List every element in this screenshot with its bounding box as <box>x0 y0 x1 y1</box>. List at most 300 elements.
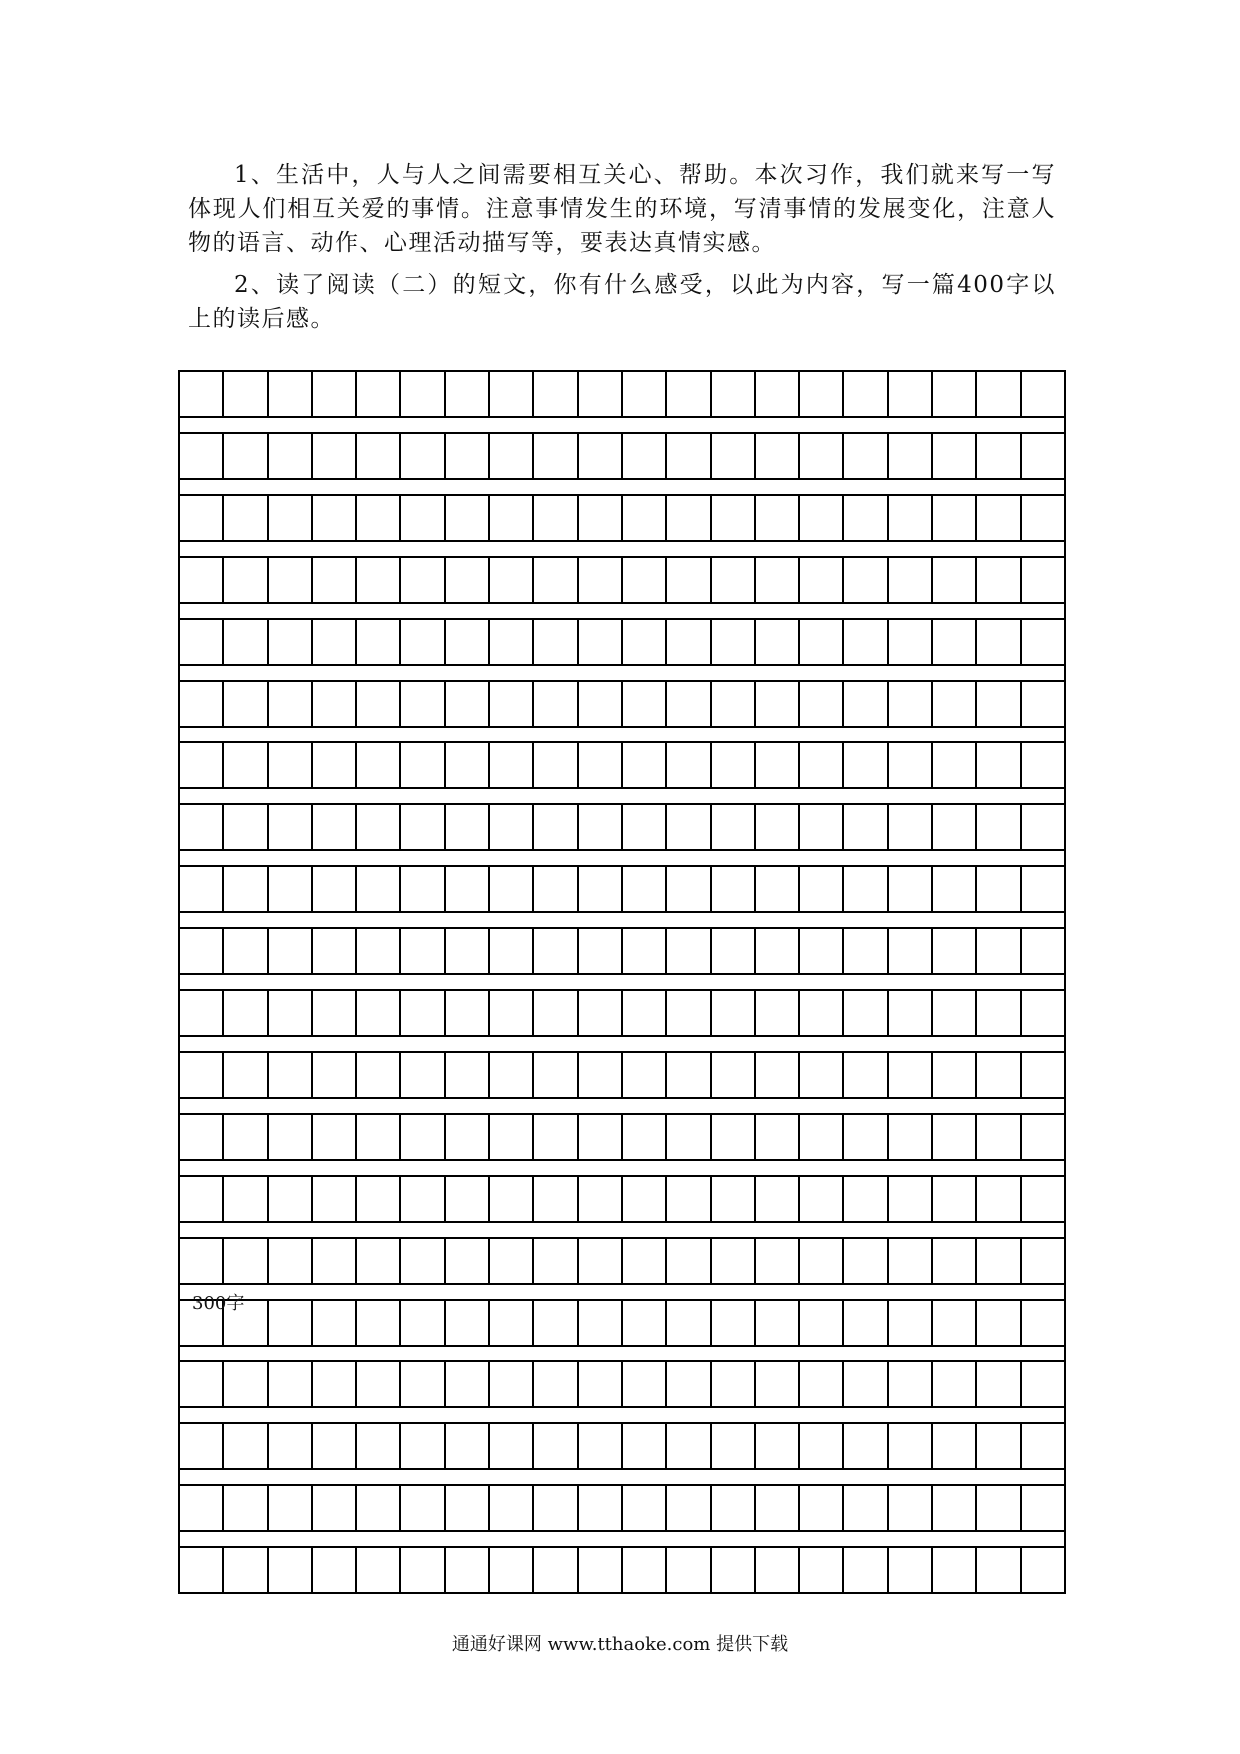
grid-cell[interactable] <box>712 1301 756 1345</box>
grid-cell[interactable] <box>224 1362 268 1406</box>
grid-cell[interactable] <box>800 682 844 726</box>
grid-cell[interactable] <box>712 1424 756 1468</box>
grid-cell[interactable] <box>313 991 357 1035</box>
grid-cell[interactable] <box>579 620 623 664</box>
grid-cell[interactable] <box>313 496 357 540</box>
grid-cell[interactable] <box>313 1362 357 1406</box>
grid-cell[interactable] <box>224 372 268 416</box>
grid-cell[interactable] <box>756 558 800 602</box>
grid-cell[interactable] <box>1022 1177 1064 1221</box>
grid-cell[interactable] <box>446 1115 490 1159</box>
grid-cell[interactable] <box>446 929 490 973</box>
grid-cell[interactable] <box>800 1301 844 1345</box>
grid-cell[interactable] <box>579 434 623 478</box>
grid-cell[interactable] <box>357 372 401 416</box>
grid-cell[interactable] <box>313 620 357 664</box>
grid-cell[interactable] <box>313 1115 357 1159</box>
grid-cell[interactable] <box>756 620 800 664</box>
grid-cell[interactable] <box>579 1053 623 1097</box>
grid-cell[interactable] <box>490 1177 534 1221</box>
grid-cell[interactable] <box>579 1115 623 1159</box>
grid-cell[interactable] <box>756 1301 800 1345</box>
grid-cell[interactable] <box>844 434 888 478</box>
grid-cell[interactable] <box>977 1115 1021 1159</box>
grid-cell[interactable] <box>313 1486 357 1530</box>
grid-cell[interactable] <box>1022 1424 1064 1468</box>
grid-cell[interactable] <box>977 991 1021 1035</box>
grid-cell[interactable] <box>977 434 1021 478</box>
grid-cell[interactable] <box>534 867 578 911</box>
grid-cell[interactable] <box>712 867 756 911</box>
grid-cell[interactable] <box>933 805 977 849</box>
grid-cell[interactable] <box>933 1053 977 1097</box>
grid-cell[interactable] <box>313 743 357 787</box>
grid-cell[interactable] <box>889 1486 933 1530</box>
grid-cell[interactable] <box>446 620 490 664</box>
grid-cell[interactable] <box>712 1486 756 1530</box>
grid-cell[interactable] <box>933 1239 977 1283</box>
grid-cell[interactable] <box>269 867 313 911</box>
grid-cell[interactable] <box>1022 1362 1064 1406</box>
grid-cell[interactable] <box>490 991 534 1035</box>
grid-cell[interactable] <box>446 1177 490 1221</box>
grid-cell[interactable] <box>357 1115 401 1159</box>
grid-cell[interactable] <box>534 1053 578 1097</box>
grid-cell[interactable] <box>579 1362 623 1406</box>
grid-cell[interactable] <box>534 1177 578 1221</box>
grid-cell[interactable] <box>446 558 490 602</box>
grid-cell[interactable] <box>490 558 534 602</box>
grid-cell[interactable] <box>180 1239 224 1283</box>
grid-cell[interactable] <box>623 1486 667 1530</box>
grid-cell[interactable] <box>313 1424 357 1468</box>
grid-cell[interactable] <box>800 743 844 787</box>
grid-cell[interactable] <box>224 805 268 849</box>
grid-cell[interactable] <box>623 805 667 849</box>
grid-cell[interactable] <box>933 1115 977 1159</box>
grid-cell[interactable] <box>224 682 268 726</box>
grid-cell[interactable] <box>180 991 224 1035</box>
grid-cell[interactable] <box>844 682 888 726</box>
grid-cell[interactable] <box>579 1548 623 1592</box>
grid-cell[interactable] <box>224 743 268 787</box>
grid-cell[interactable] <box>623 1424 667 1468</box>
grid-cell[interactable] <box>579 558 623 602</box>
grid-cell[interactable] <box>490 743 534 787</box>
grid-cell[interactable] <box>712 1239 756 1283</box>
grid-cell[interactable] <box>667 1424 711 1468</box>
grid-cell[interactable] <box>844 867 888 911</box>
grid-cell[interactable] <box>712 1362 756 1406</box>
grid-cell[interactable] <box>712 991 756 1035</box>
grid-cell[interactable] <box>357 1301 401 1345</box>
grid-cell[interactable] <box>579 991 623 1035</box>
grid-cell[interactable] <box>623 682 667 726</box>
grid-cell[interactable] <box>800 1486 844 1530</box>
grid-cell[interactable] <box>180 1053 224 1097</box>
grid-cell[interactable] <box>977 1548 1021 1592</box>
grid-cell[interactable] <box>401 1177 445 1221</box>
grid-cell[interactable] <box>756 496 800 540</box>
grid-cell[interactable] <box>579 1301 623 1345</box>
grid-cell[interactable] <box>623 496 667 540</box>
grid-cell[interactable] <box>401 805 445 849</box>
grid-cell[interactable] <box>357 1486 401 1530</box>
grid-cell[interactable] <box>446 991 490 1035</box>
grid-cell[interactable] <box>180 867 224 911</box>
grid-cell[interactable] <box>490 805 534 849</box>
grid-cell[interactable] <box>1022 743 1064 787</box>
grid-cell[interactable] <box>800 805 844 849</box>
grid-cell[interactable] <box>401 558 445 602</box>
grid-cell[interactable] <box>623 1239 667 1283</box>
grid-cell[interactable] <box>756 991 800 1035</box>
grid-cell[interactable] <box>579 805 623 849</box>
grid-cell[interactable] <box>800 434 844 478</box>
grid-cell[interactable] <box>712 496 756 540</box>
grid-cell[interactable] <box>269 805 313 849</box>
grid-cell[interactable] <box>800 496 844 540</box>
grid-cell[interactable] <box>401 682 445 726</box>
grid-cell[interactable] <box>579 496 623 540</box>
grid-cell[interactable] <box>490 867 534 911</box>
grid-cell[interactable] <box>313 1239 357 1283</box>
grid-cell[interactable] <box>977 1301 1021 1345</box>
grid-cell[interactable] <box>446 1239 490 1283</box>
grid-cell[interactable] <box>800 1177 844 1221</box>
grid-cell[interactable] <box>269 682 313 726</box>
grid-cell[interactable] <box>490 1239 534 1283</box>
grid-cell[interactable] <box>269 743 313 787</box>
grid-cell[interactable] <box>889 1362 933 1406</box>
grid-cell[interactable] <box>180 1177 224 1221</box>
grid-cell[interactable] <box>977 682 1021 726</box>
grid-cell[interactable] <box>667 1301 711 1345</box>
grid-cell[interactable] <box>1022 867 1064 911</box>
grid-cell[interactable] <box>180 1115 224 1159</box>
grid-cell[interactable] <box>446 743 490 787</box>
grid-cell[interactable] <box>623 929 667 973</box>
grid-cell[interactable] <box>313 682 357 726</box>
grid-cell[interactable] <box>889 1239 933 1283</box>
grid-cell[interactable] <box>1022 1115 1064 1159</box>
grid-cell[interactable] <box>667 434 711 478</box>
grid-cell[interactable] <box>667 1053 711 1097</box>
grid-cell[interactable] <box>712 434 756 478</box>
grid-cell[interactable] <box>933 1301 977 1345</box>
grid-cell[interactable] <box>800 867 844 911</box>
grid-cell[interactable] <box>712 743 756 787</box>
grid-cell[interactable] <box>623 743 667 787</box>
grid-cell[interactable] <box>579 682 623 726</box>
grid-cell[interactable] <box>933 434 977 478</box>
grid-cell[interactable] <box>889 1115 933 1159</box>
grid-cell[interactable] <box>844 1362 888 1406</box>
grid-cell[interactable] <box>490 1115 534 1159</box>
grid-cell[interactable] <box>401 1301 445 1345</box>
grid-cell[interactable] <box>844 1115 888 1159</box>
grid-cell[interactable] <box>623 434 667 478</box>
grid-cell[interactable] <box>844 743 888 787</box>
grid-cell[interactable] <box>977 867 1021 911</box>
grid-cell[interactable] <box>446 1424 490 1468</box>
grid-cell[interactable] <box>756 1424 800 1468</box>
grid-cell[interactable] <box>313 867 357 911</box>
grid-cell[interactable] <box>933 496 977 540</box>
grid-cell[interactable] <box>224 1239 268 1283</box>
grid-cell[interactable] <box>623 1548 667 1592</box>
grid-cell[interactable] <box>844 1053 888 1097</box>
grid-cell[interactable] <box>180 1486 224 1530</box>
grid-cell[interactable] <box>357 1177 401 1221</box>
grid-cell[interactable] <box>667 1548 711 1592</box>
grid-cell[interactable] <box>844 1177 888 1221</box>
grid-cell[interactable] <box>490 1362 534 1406</box>
grid-cell[interactable] <box>667 1362 711 1406</box>
grid-cell[interactable] <box>623 867 667 911</box>
grid-cell[interactable] <box>889 558 933 602</box>
grid-cell[interactable] <box>667 867 711 911</box>
grid-cell[interactable] <box>667 682 711 726</box>
grid-cell[interactable] <box>844 372 888 416</box>
grid-cell[interactable] <box>401 372 445 416</box>
grid-cell[interactable] <box>180 805 224 849</box>
grid-cell[interactable] <box>490 372 534 416</box>
grid-cell[interactable] <box>180 1362 224 1406</box>
grid-cell[interactable] <box>224 558 268 602</box>
grid-cell[interactable] <box>1022 1486 1064 1530</box>
grid-cell[interactable] <box>269 1301 313 1345</box>
grid-cell[interactable] <box>357 496 401 540</box>
grid-cell[interactable] <box>933 1548 977 1592</box>
grid-cell[interactable] <box>889 434 933 478</box>
grid-cell[interactable] <box>712 1053 756 1097</box>
grid-cell[interactable] <box>844 496 888 540</box>
grid-cell[interactable] <box>180 434 224 478</box>
grid-cell[interactable] <box>667 1239 711 1283</box>
grid-cell[interactable] <box>269 496 313 540</box>
grid-cell[interactable] <box>490 620 534 664</box>
grid-cell[interactable] <box>269 929 313 973</box>
grid-cell[interactable] <box>844 1301 888 1345</box>
grid-cell[interactable] <box>313 1053 357 1097</box>
grid-cell[interactable] <box>446 1486 490 1530</box>
grid-cell[interactable] <box>180 558 224 602</box>
grid-cell[interactable] <box>800 1548 844 1592</box>
grid-cell[interactable] <box>889 682 933 726</box>
grid-cell[interactable] <box>534 1548 578 1592</box>
grid-cell[interactable] <box>977 1053 1021 1097</box>
grid-cell[interactable] <box>844 929 888 973</box>
grid-cell[interactable] <box>534 1424 578 1468</box>
grid-cell[interactable] <box>534 1486 578 1530</box>
grid-cell[interactable] <box>933 1362 977 1406</box>
grid-cell[interactable] <box>534 805 578 849</box>
grid-cell[interactable] <box>579 1486 623 1530</box>
grid-cell[interactable] <box>800 1424 844 1468</box>
grid-cell[interactable] <box>889 1548 933 1592</box>
grid-cell[interactable] <box>313 434 357 478</box>
grid-cell[interactable] <box>534 1115 578 1159</box>
grid-cell[interactable] <box>1022 1548 1064 1592</box>
grid-cell[interactable] <box>224 867 268 911</box>
grid-cell[interactable] <box>446 867 490 911</box>
grid-cell[interactable] <box>667 1486 711 1530</box>
grid-cell[interactable] <box>180 1424 224 1468</box>
grid-cell[interactable] <box>534 558 578 602</box>
grid-cell[interactable] <box>534 1239 578 1283</box>
grid-cell[interactable] <box>977 1177 1021 1221</box>
grid-cell[interactable] <box>977 929 1021 973</box>
grid-cell[interactable] <box>889 929 933 973</box>
grid-cell[interactable] <box>357 991 401 1035</box>
grid-cell[interactable] <box>313 1548 357 1592</box>
grid-cell[interactable] <box>800 1053 844 1097</box>
grid-cell[interactable] <box>1022 991 1064 1035</box>
grid-cell[interactable] <box>1022 434 1064 478</box>
grid-cell[interactable] <box>357 743 401 787</box>
grid-cell[interactable] <box>357 1424 401 1468</box>
grid-cell[interactable] <box>712 1548 756 1592</box>
grid-cell[interactable] <box>534 372 578 416</box>
grid-cell[interactable] <box>401 991 445 1035</box>
grid-cell[interactable] <box>446 434 490 478</box>
grid-cell[interactable] <box>623 1115 667 1159</box>
grid-cell[interactable] <box>269 1424 313 1468</box>
grid-cell[interactable] <box>844 805 888 849</box>
grid-cell[interactable] <box>224 620 268 664</box>
grid-cell[interactable] <box>490 1053 534 1097</box>
grid-cell[interactable] <box>800 1239 844 1283</box>
grid-cell[interactable] <box>889 805 933 849</box>
grid-cell[interactable] <box>977 1362 1021 1406</box>
grid-cell[interactable] <box>889 1424 933 1468</box>
grid-cell[interactable] <box>180 372 224 416</box>
grid-cell[interactable] <box>933 1177 977 1221</box>
grid-cell[interactable] <box>977 1486 1021 1530</box>
grid-cell[interactable] <box>756 805 800 849</box>
grid-cell[interactable] <box>579 743 623 787</box>
grid-cell[interactable] <box>269 1548 313 1592</box>
grid-cell[interactable] <box>756 372 800 416</box>
grid-cell[interactable] <box>313 1177 357 1221</box>
grid-cell[interactable] <box>756 929 800 973</box>
grid-cell[interactable] <box>667 372 711 416</box>
grid-cell[interactable] <box>446 1548 490 1592</box>
grid-cell[interactable] <box>889 1301 933 1345</box>
grid-cell[interactable] <box>623 1053 667 1097</box>
grid-cell[interactable] <box>490 929 534 973</box>
grid-cell[interactable] <box>933 620 977 664</box>
grid-cell[interactable] <box>401 1115 445 1159</box>
grid-cell[interactable] <box>977 1239 1021 1283</box>
grid-cell[interactable] <box>313 805 357 849</box>
grid-cell[interactable] <box>667 929 711 973</box>
grid-cell[interactable] <box>667 558 711 602</box>
grid-cell[interactable] <box>579 1239 623 1283</box>
grid-cell[interactable] <box>844 620 888 664</box>
grid-cell[interactable] <box>269 1177 313 1221</box>
grid-cell[interactable] <box>933 929 977 973</box>
grid-cell[interactable] <box>490 1486 534 1530</box>
grid-cell[interactable] <box>269 434 313 478</box>
grid-cell[interactable] <box>1022 1239 1064 1283</box>
grid-cell[interactable] <box>224 1053 268 1097</box>
grid-cell[interactable] <box>1022 558 1064 602</box>
grid-cell[interactable] <box>844 1548 888 1592</box>
grid-cell[interactable] <box>269 1486 313 1530</box>
grid-cell[interactable] <box>446 1301 490 1345</box>
grid-cell[interactable] <box>756 867 800 911</box>
grid-cell[interactable] <box>933 558 977 602</box>
grid-cell[interactable] <box>180 620 224 664</box>
grid-cell[interactable] <box>800 1115 844 1159</box>
grid-cell[interactable] <box>1022 1053 1064 1097</box>
grid-cell[interactable] <box>534 496 578 540</box>
grid-cell[interactable] <box>933 1486 977 1530</box>
grid-cell[interactable] <box>313 558 357 602</box>
grid-cell[interactable] <box>401 743 445 787</box>
grid-cell[interactable] <box>1022 620 1064 664</box>
grid-cell[interactable] <box>534 929 578 973</box>
grid-cell[interactable] <box>446 496 490 540</box>
grid-cell[interactable] <box>889 1053 933 1097</box>
grid-cell[interactable] <box>357 558 401 602</box>
grid-cell[interactable] <box>269 1362 313 1406</box>
grid-cell[interactable] <box>800 1362 844 1406</box>
grid-cell[interactable] <box>313 372 357 416</box>
grid-cell[interactable] <box>180 1548 224 1592</box>
grid-cell[interactable] <box>800 372 844 416</box>
grid-cell[interactable] <box>534 434 578 478</box>
grid-cell[interactable] <box>357 682 401 726</box>
grid-cell[interactable] <box>1022 805 1064 849</box>
grid-cell[interactable] <box>401 620 445 664</box>
grid-cell[interactable] <box>401 1053 445 1097</box>
grid-cell[interactable] <box>269 1239 313 1283</box>
grid-cell[interactable] <box>401 1548 445 1592</box>
grid-cell[interactable] <box>889 867 933 911</box>
grid-cell[interactable] <box>313 929 357 973</box>
grid-cell[interactable] <box>667 805 711 849</box>
grid-cell[interactable] <box>844 991 888 1035</box>
grid-cell[interactable] <box>623 558 667 602</box>
grid-cell[interactable] <box>446 1362 490 1406</box>
grid-cell[interactable] <box>977 743 1021 787</box>
grid-cell[interactable] <box>534 991 578 1035</box>
grid-cell[interactable] <box>844 558 888 602</box>
grid-cell[interactable] <box>1022 1301 1064 1345</box>
grid-cell[interactable] <box>446 682 490 726</box>
grid-cell[interactable] <box>224 1115 268 1159</box>
grid-cell[interactable] <box>623 372 667 416</box>
grid-cell[interactable] <box>977 558 1021 602</box>
grid-cell[interactable] <box>490 1548 534 1592</box>
grid-cell[interactable] <box>357 434 401 478</box>
grid-cell[interactable] <box>977 496 1021 540</box>
grid-cell[interactable] <box>224 1548 268 1592</box>
grid-cell[interactable] <box>269 1115 313 1159</box>
grid-cell[interactable] <box>977 620 1021 664</box>
grid-cell[interactable] <box>534 1362 578 1406</box>
grid-cell[interactable] <box>933 682 977 726</box>
grid-cell[interactable] <box>269 991 313 1035</box>
grid-cell[interactable] <box>667 496 711 540</box>
grid-cell[interactable] <box>357 867 401 911</box>
grid-cell[interactable] <box>224 991 268 1035</box>
grid-cell[interactable] <box>889 372 933 416</box>
grid-cell[interactable] <box>756 434 800 478</box>
